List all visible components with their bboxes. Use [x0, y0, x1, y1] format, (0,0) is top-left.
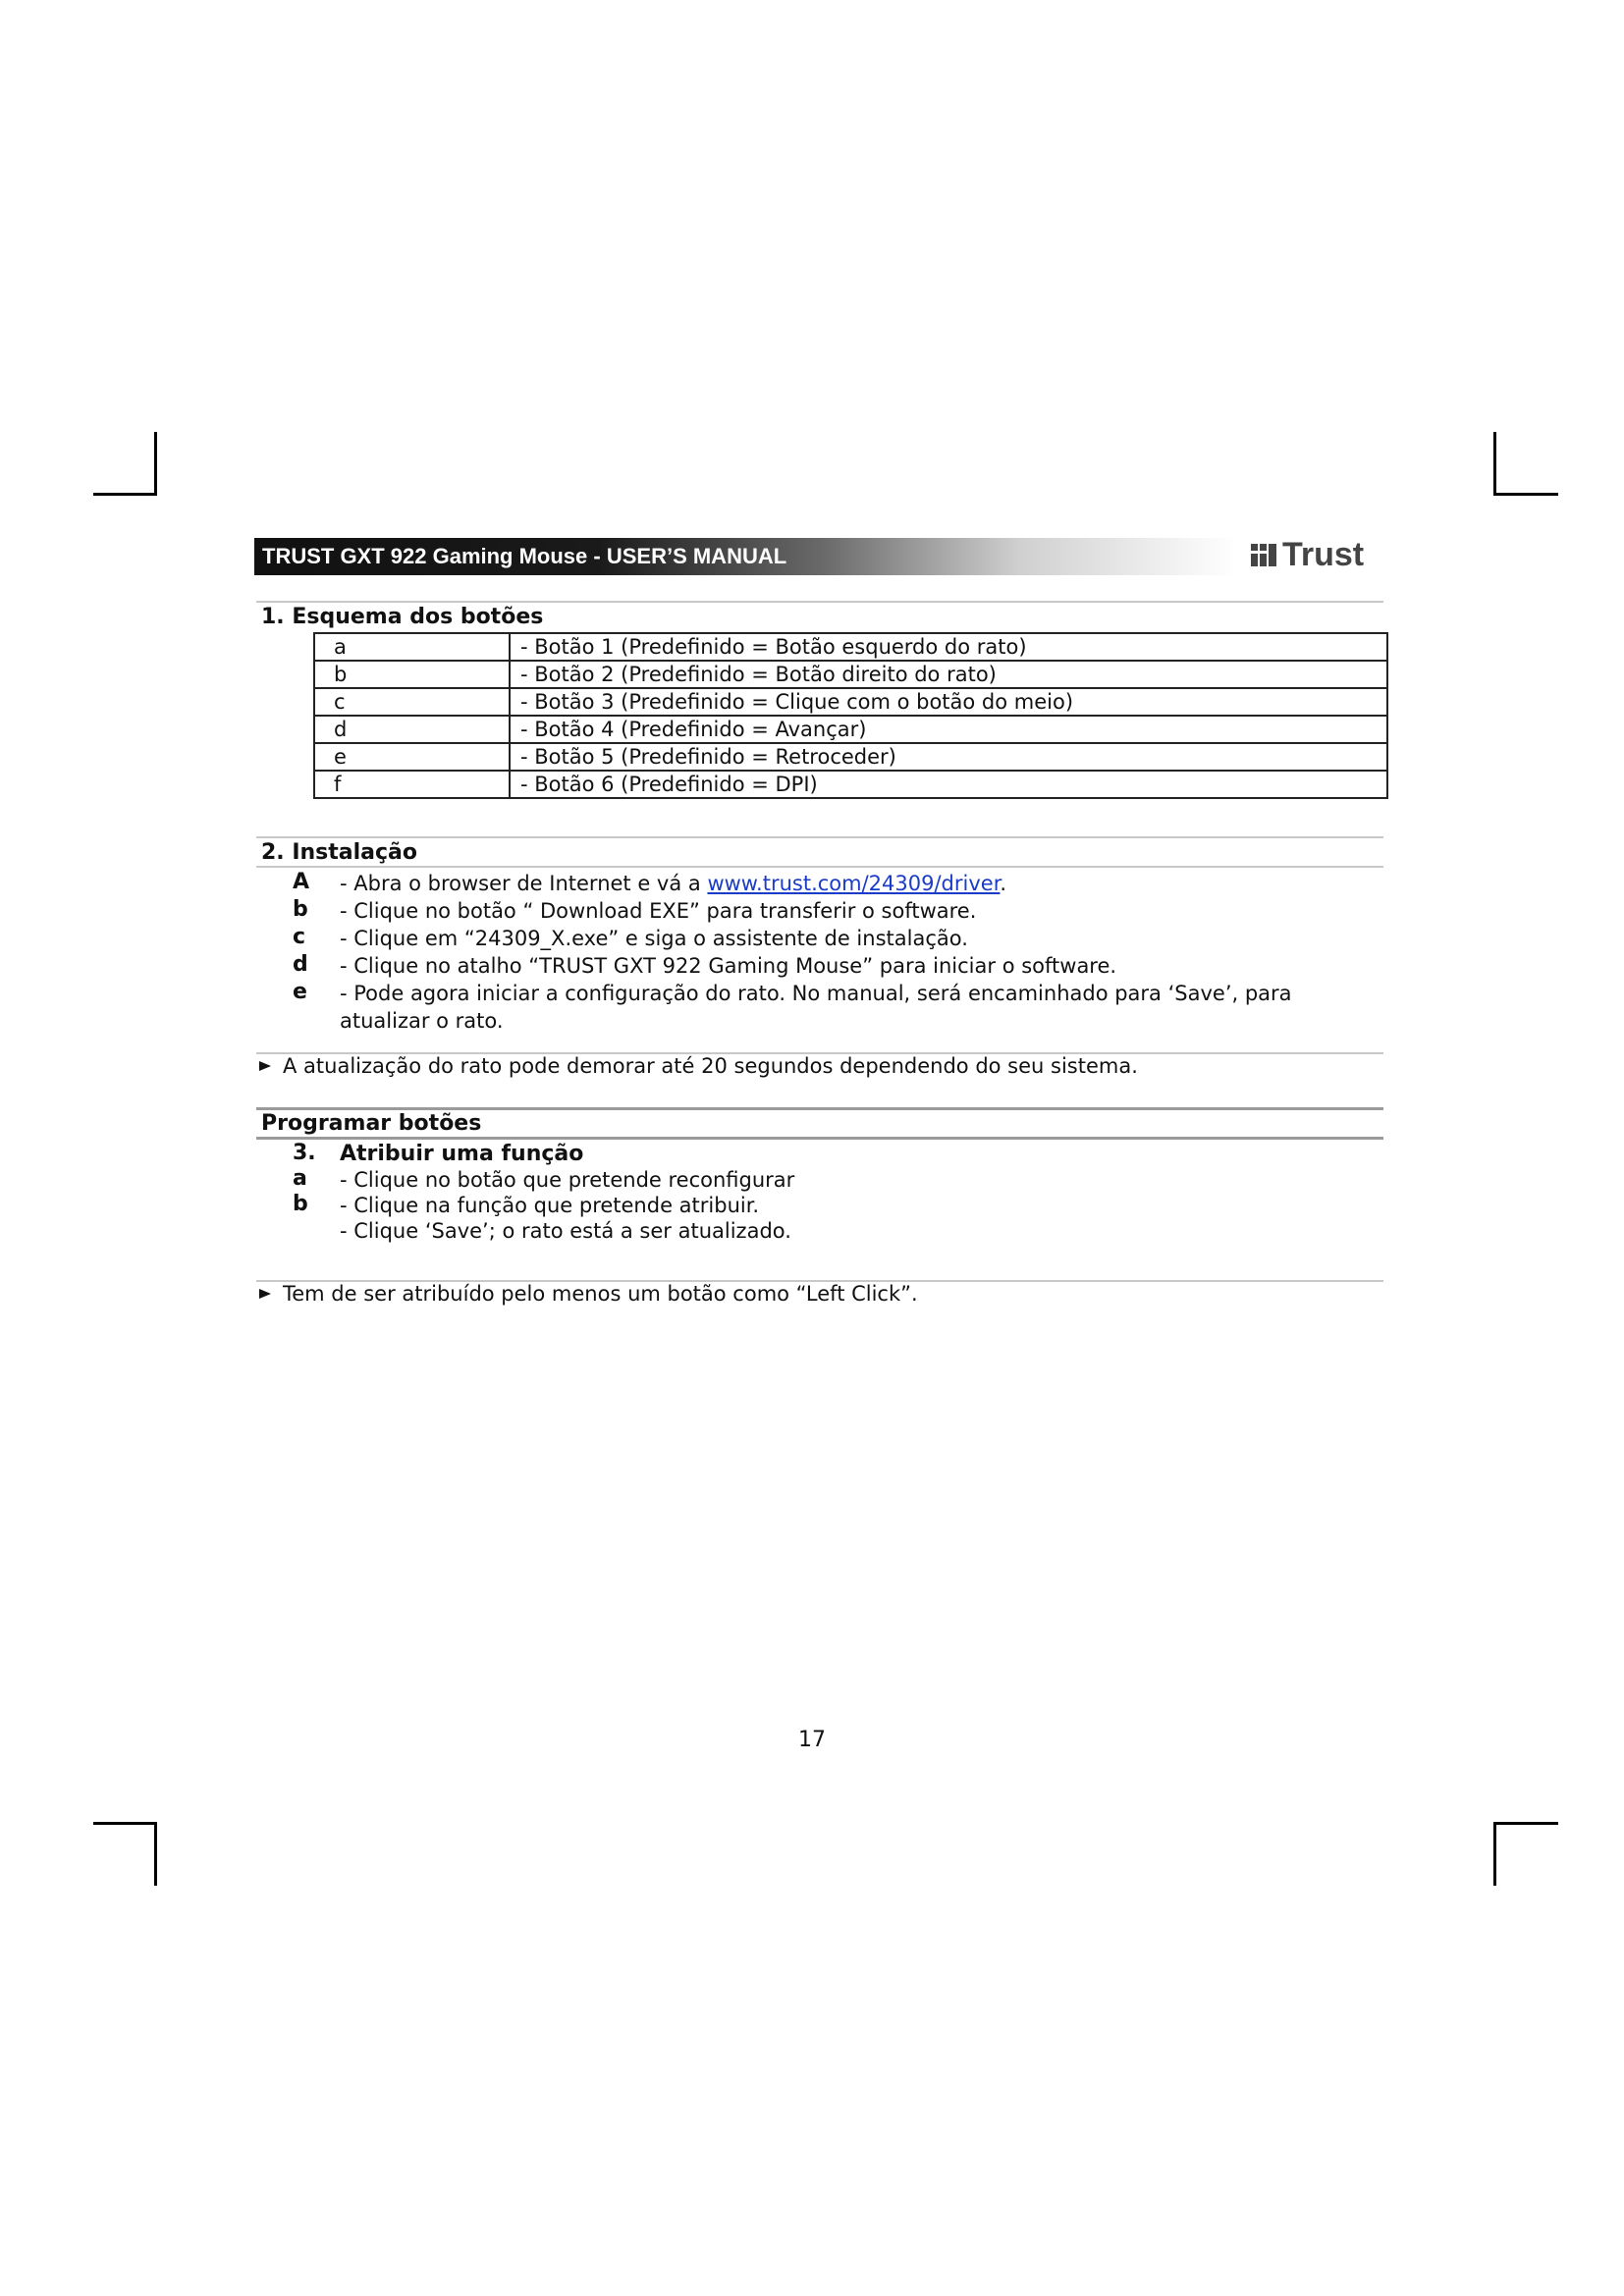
program-step [293, 1217, 1380, 1245]
driver-download-link[interactable]: www.trust.com/24309/driver [707, 872, 1001, 895]
arrow-bullet-icon [259, 1059, 271, 1073]
section-title-button-layout: 1. Esquema dos botões [261, 605, 544, 629]
divider [256, 866, 1383, 868]
crop-mark-top-left [93, 493, 157, 496]
button-description: - Botão 5 (Predefinido = Retroceder) [510, 743, 1387, 771]
step-text: - Clique em “24309_X.exe” e siga o assistente de instalação. [340, 927, 968, 950]
table-row [314, 743, 1387, 771]
program-step [293, 1166, 1380, 1194]
divider [256, 836, 1383, 838]
step-text: - Clique na função que pretende atribuir. [340, 1194, 760, 1217]
step-text: - Abra o browser de Internet e vá a [340, 872, 708, 895]
table-row [314, 771, 1387, 798]
button-key: c [314, 688, 510, 716]
trust-logo [1249, 535, 1364, 574]
install-step [293, 870, 1380, 897]
install-step [293, 925, 1380, 952]
button-description: - Botão 4 (Predefinido = Avançar) [510, 716, 1387, 743]
program-step [293, 1192, 1380, 1219]
crop-mark-bottom-right [1493, 1822, 1558, 1825]
subsection-title: Atribuir uma função [340, 1142, 584, 1166]
divider [256, 1137, 1383, 1140]
step-key: e [293, 980, 307, 1004]
logo-text: Trust [1282, 536, 1365, 573]
step-text: - Clique no botão que pretende reconfigurar [340, 1168, 795, 1192]
step-key: a [293, 1166, 307, 1191]
step-text: - Pode agora iniciar a configuração do rato. No manual, será encaminhado para ‘Save’, para atualizar o rato. [340, 982, 1292, 1033]
button-description: - Botão 6 (Predefinido = DPI) [510, 771, 1387, 798]
note-text: Tem de ser atribuído pelo menos um botão como “Left Click”. [283, 1282, 918, 1306]
step-text: . [1000, 872, 1007, 895]
crop-mark-top-right [1493, 432, 1496, 496]
table-row [314, 633, 1387, 661]
step-key: A [293, 870, 310, 894]
table-row [314, 688, 1387, 716]
step-text: - Clique no botão “ Download EXE” para transferir o software. [340, 899, 977, 923]
button-key: d [314, 716, 510, 743]
crop-mark-bottom-right [1493, 1822, 1496, 1886]
install-step [293, 952, 1380, 980]
button-key: e [314, 743, 510, 771]
step-key: b [293, 897, 308, 922]
button-key: f [314, 771, 510, 798]
install-step [293, 897, 1380, 925]
subsection-number: 3. [293, 1141, 316, 1165]
step-key: c [293, 925, 306, 949]
button-layout-table [313, 632, 1388, 799]
button-description: - Botão 1 (Predefinido = Botão esquerdo do rato) [510, 633, 1387, 661]
crop-mark-bottom-left [93, 1822, 157, 1825]
step-text: - Clique no atalho “TRUST GXT 922 Gaming Mouse” para iniciar o software. [340, 954, 1117, 978]
button-key: a [314, 633, 510, 661]
section-title-program-buttons: Programar botões [261, 1111, 482, 1136]
button-key: b [314, 661, 510, 688]
button-description: - Botão 3 (Predefinido = Clique com o botão do meio) [510, 688, 1387, 716]
step-key: b [293, 1192, 308, 1216]
step-key [293, 1217, 340, 1245]
subsection-heading [293, 1141, 1380, 1168]
section-title-installation: 2. Instalação [261, 840, 418, 865]
note [259, 1054, 1138, 1078]
table-row [314, 661, 1387, 688]
divider [256, 601, 1383, 603]
install-step [293, 980, 1380, 1035]
button-description: - Botão 2 (Predefinido = Botão direito do rato) [510, 661, 1387, 688]
step-key: d [293, 952, 308, 977]
crop-mark-top-right [1493, 493, 1558, 496]
crop-mark-top-left [154, 432, 157, 496]
note [259, 1282, 918, 1306]
divider [256, 1107, 1383, 1110]
arrow-bullet-icon [259, 1287, 271, 1301]
crop-mark-bottom-left [154, 1822, 157, 1886]
manual-title: TRUST GXT 922 Gaming Mouse - USER’S MANUAL [262, 544, 787, 568]
note-text: A atualização do rato pode demorar até 20 segundos dependendo do seu sistema. [283, 1054, 1138, 1078]
table-row [314, 716, 1387, 743]
trust-logo-icon [1249, 540, 1278, 569]
page-number: 17 [798, 1728, 826, 1752]
step-text: - Clique ‘Save’; o rato está a ser atualizado. [340, 1219, 791, 1243]
